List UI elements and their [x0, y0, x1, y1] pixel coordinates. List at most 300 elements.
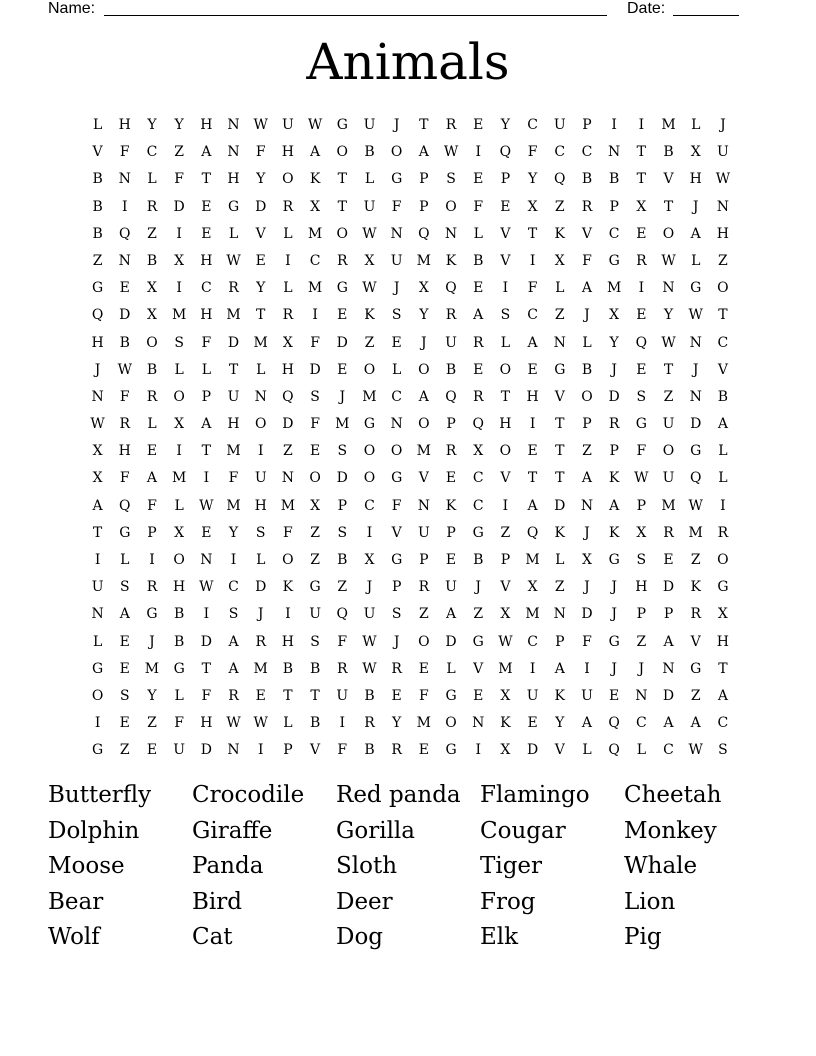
grid-letter: Z [554, 198, 565, 215]
grid-letter: F [147, 497, 157, 514]
grid-letter: L [256, 361, 266, 378]
grid-letter: L [147, 416, 157, 433]
grid-letter: L [283, 280, 293, 297]
grid-letter: G [554, 361, 566, 378]
grid-letter: Y [527, 171, 538, 188]
grid-letter: B [609, 171, 620, 188]
grid-letter: B [309, 660, 321, 677]
grid-letter: F [337, 633, 348, 650]
grid-letter: R [228, 687, 239, 704]
grid-letter: L [228, 225, 239, 242]
grid-letter: G [363, 416, 376, 433]
grid-letter: Y [609, 334, 619, 351]
grid-letter: H [499, 416, 512, 433]
grid-letter: O [418, 361, 430, 378]
grid-letter: F [119, 470, 130, 487]
grid-letter: H [526, 388, 539, 405]
grid-letter: Z [554, 307, 565, 324]
grid-letter: T [337, 198, 347, 215]
grid-letter: A [119, 606, 130, 623]
grid-letter: C [391, 388, 403, 405]
grid-letter: Y [419, 307, 429, 324]
grid-letter: I [339, 715, 346, 732]
grid-letter: N [662, 660, 675, 677]
grid-letter: D [119, 307, 131, 324]
grid-letter: R [636, 252, 647, 269]
grid-letter: I [176, 443, 182, 460]
grid-letter: M [688, 524, 703, 541]
grid-letter: M [661, 117, 676, 133]
grid-letter: X [92, 470, 103, 487]
grid-letter: J [720, 117, 726, 133]
grid-letter: U [445, 579, 457, 596]
grid-letter: R [146, 198, 158, 215]
grid-letter: I [475, 742, 481, 759]
grid-row [84, 411, 737, 438]
grid-letter: F [527, 280, 538, 297]
word-list-item: Crocodile [192, 782, 305, 808]
grid-letter: Z [690, 687, 701, 704]
grid-letter: L [256, 552, 266, 568]
grid-letter: G [391, 552, 403, 568]
grid-letter: T [527, 470, 538, 487]
grid-letter: D [282, 416, 294, 433]
grid-letter: O [418, 416, 430, 433]
grid-letter: T [718, 307, 728, 324]
grid-letter: P [419, 198, 429, 215]
grid-letter: F [636, 443, 647, 460]
grid-letter: L [691, 252, 701, 269]
grid-letter: S [255, 524, 266, 541]
grid-letter: E [119, 715, 130, 732]
grid-letter: I [203, 606, 210, 623]
grid-letter: W [498, 633, 513, 650]
grid-letter: S [310, 388, 320, 405]
grid-letter: S [391, 307, 402, 324]
grid-letter: O [418, 633, 430, 650]
grid-letter: A [201, 416, 212, 433]
grid-letter: X [174, 252, 185, 269]
grid-letter: G [472, 524, 484, 541]
date-label: Date: [627, 0, 666, 17]
grid-letter: O [363, 470, 376, 487]
grid-letter: A [581, 715, 593, 732]
grid-letter: E [201, 524, 212, 541]
grid-letter: H [227, 416, 240, 433]
grid-letter: P [609, 443, 619, 460]
grid-letter: A [690, 715, 701, 732]
grid-row [84, 221, 737, 248]
grid-letter: I [475, 144, 481, 161]
grid-letter: E [609, 687, 620, 704]
grid-letter: H [716, 633, 730, 650]
grid-letter: B [581, 361, 593, 378]
grid-letter: U [417, 524, 430, 541]
grid-letter: R [119, 416, 131, 433]
grid-letter: V [473, 660, 484, 677]
grid-letter: W [362, 280, 377, 297]
grid-letter: C [472, 470, 484, 487]
grid-letter: N [200, 552, 213, 568]
word-list-item: Butterfly [48, 782, 152, 808]
grid-letter: E [473, 280, 484, 297]
grid-letter: I [638, 280, 645, 297]
grid-letter: R [337, 252, 348, 269]
grid-letter: W [307, 117, 323, 133]
grid-letter: U [363, 198, 376, 215]
grid-letter: N [689, 388, 702, 405]
grid-letter: F [582, 252, 592, 269]
grid-letter: M [416, 715, 432, 732]
grid-letter: U [363, 606, 376, 623]
grid-letter: Q [526, 524, 539, 541]
grid-letter: N [118, 252, 131, 269]
grid-letter: J [393, 280, 400, 297]
grid-letter: D [336, 334, 348, 351]
grid-letter: X [527, 579, 538, 596]
grid-letter: O [662, 225, 675, 242]
grid-letter: R [472, 334, 484, 351]
grid-letter: E [445, 552, 457, 568]
grid-letter: B [146, 361, 158, 378]
grid-letter: Y [174, 117, 184, 133]
grid-letter: Z [174, 144, 185, 161]
grid-letter: P [391, 579, 402, 596]
grid-letter: A [690, 225, 701, 242]
grid-letter: T [201, 443, 212, 460]
grid-letter: T [310, 687, 320, 704]
grid-letter: G [336, 280, 348, 297]
grid-letter: E [636, 307, 647, 324]
grid-letter: E [146, 742, 158, 759]
grid-letter: J [611, 361, 617, 378]
grid-letter: E [418, 660, 429, 677]
grid-letter: N [281, 470, 295, 487]
grid-letter: A [663, 715, 674, 732]
grid-letter: U [390, 252, 403, 269]
grid-letter: G [146, 606, 158, 623]
grid-letter: D [445, 633, 457, 650]
grid-letter: H [281, 361, 295, 378]
grid-letter: P [609, 198, 619, 215]
grid-letter: R [282, 307, 294, 324]
grid-letter: G [309, 579, 321, 596]
grid-letter: A [581, 470, 593, 487]
grid-letter: U [363, 117, 376, 133]
grid-letter: C [200, 280, 212, 297]
grid-letter: F [582, 633, 592, 650]
grid-letter: I [720, 497, 726, 514]
grid-letter: G [173, 660, 185, 677]
grid-letter: E [473, 687, 484, 704]
grid-letter: E [255, 252, 266, 269]
grid-letter: T [636, 171, 647, 188]
grid-letter: L [473, 225, 483, 242]
grid-letter: K [554, 524, 566, 541]
grid-letter: S [337, 524, 348, 541]
grid-letter: R [608, 416, 620, 433]
grid-letter: O [91, 687, 104, 704]
grid-letter: I [285, 252, 291, 269]
grid-letter: Z [147, 715, 157, 732]
grid-letter: G [690, 443, 702, 460]
grid-letter: U [662, 416, 675, 433]
grid-letter: Q [91, 307, 104, 324]
grid-letter: I [529, 416, 536, 433]
grid-letter: M [253, 660, 268, 677]
grid-letter: Q [418, 225, 430, 242]
grid-letter: V [500, 579, 511, 596]
word-list-item: Dolphin [48, 817, 140, 844]
grid-letter: R [146, 388, 158, 405]
grid-letter: N [580, 497, 594, 514]
grid-letter: X [554, 252, 565, 269]
grid-row [84, 465, 737, 492]
word-list [48, 778, 768, 956]
grid-letter: O [146, 334, 158, 351]
word-list-item: Wolf [48, 924, 100, 951]
grid-letter: W [362, 660, 377, 677]
grid-letter: S [228, 606, 239, 623]
grid-letter: J [475, 579, 482, 596]
grid-letter: M [606, 280, 622, 297]
grid-letter: J [584, 307, 590, 324]
word-list-item: Moose [48, 853, 125, 880]
grid-letter: F [337, 742, 348, 759]
grid-letter: S [174, 334, 184, 351]
grid-letter: O [282, 171, 294, 188]
grid-letter: M [171, 307, 187, 324]
grid-letter: C [527, 117, 538, 133]
grid-letter: G [92, 742, 104, 759]
grid-letter: A [228, 660, 239, 677]
grid-letter: P [419, 171, 429, 188]
grid-letter: Q [119, 225, 131, 242]
grid-letter: G [336, 117, 348, 133]
grid-letter: F [201, 334, 212, 351]
word-list-item: Bird [192, 888, 242, 915]
grid-letter: D [554, 497, 566, 514]
grid-letter: S [718, 742, 728, 759]
grid-letter: J [638, 660, 645, 677]
grid-letter: L [555, 552, 565, 568]
grid-letter: E [337, 307, 348, 324]
word-list-item: Monkey [624, 817, 717, 844]
grid-letter: V [310, 742, 321, 759]
grid-letter: U [445, 334, 457, 351]
grid-letter: A [527, 497, 538, 514]
grid-letter: N [553, 606, 566, 623]
grid-letter: N [635, 687, 648, 704]
grid-letter: V [500, 225, 511, 242]
grid-letter: T [636, 144, 647, 161]
page-title: Animals [306, 33, 510, 91]
grid-letter: X [500, 687, 511, 704]
grid-letter: W [715, 171, 731, 188]
grid-letter: B [473, 252, 484, 269]
grid-letter: X [92, 443, 103, 460]
grid-letter: P [500, 552, 511, 568]
grid-letter: R [337, 660, 348, 677]
grid-letter: R [445, 443, 457, 460]
grid-letter: W [226, 252, 241, 269]
grid-letter: B [174, 606, 185, 623]
grid-letter: H [118, 117, 131, 133]
word-list-item: Whale [624, 853, 698, 880]
grid-letter: D [200, 633, 212, 650]
grid-letter: P [446, 524, 456, 541]
grid-letter: H [635, 579, 648, 596]
grid-letter: L [691, 117, 701, 133]
grid-letter: X [418, 280, 429, 297]
grid-letter: I [176, 225, 182, 242]
grid-letter: J [393, 633, 400, 650]
word-list-item: Cheetah [624, 782, 722, 808]
grid-letter: A [554, 660, 565, 677]
grid-letter: H [227, 171, 240, 188]
word-list-item: Flamingo [480, 782, 590, 808]
grid-letter: G [690, 660, 702, 677]
grid-letter: M [335, 416, 350, 433]
grid-letter: R [228, 280, 239, 297]
grid-letter: G [391, 470, 403, 487]
grid-letter: D [336, 470, 348, 487]
grid-letter: G [690, 280, 702, 297]
grid-letter: M [307, 225, 323, 242]
grid-letter: C [717, 715, 729, 732]
grid-letter: L [92, 117, 103, 133]
grid-letter: Z [500, 524, 511, 541]
grid-letter: B [364, 144, 375, 161]
grid-letter: B [663, 144, 674, 161]
grid-letter: J [421, 334, 427, 351]
grid-row [84, 656, 737, 683]
grid-letter: L [120, 552, 130, 568]
grid-letter: L [364, 171, 375, 188]
grid-letter: H [281, 633, 295, 650]
word-list-item: Frog [480, 888, 536, 915]
grid-letter: W [362, 225, 377, 242]
grid-letter: M [226, 443, 241, 460]
grid-letter: X [581, 552, 592, 568]
grid-letter: V [554, 388, 565, 405]
grid-letter: T [555, 470, 565, 487]
grid-letter: P [636, 606, 647, 623]
grid-letter: R [391, 742, 402, 759]
grid-letter: U [309, 606, 321, 623]
grid-letter: X [364, 552, 375, 568]
grid-letter: E [391, 687, 402, 704]
grid-letter: G [92, 660, 104, 677]
grid-letter: X [174, 524, 185, 541]
grid-letter: Y [500, 117, 511, 133]
grid-letter: Z [636, 633, 647, 650]
grid-letter: V [500, 252, 511, 269]
grid-letter: W [253, 715, 268, 732]
grid-letter: I [366, 524, 373, 541]
grid-letter: Z [418, 606, 429, 623]
grid-letter: U [717, 144, 729, 161]
grid-letter: P [582, 117, 592, 133]
grid-row [84, 139, 737, 166]
grid-letter: O [717, 280, 729, 297]
grid-letter: H [200, 117, 213, 133]
grid-letter: I [502, 497, 509, 514]
grid-row [84, 601, 737, 628]
grid-letter: Z [473, 606, 484, 623]
grid-letter: E [418, 742, 429, 759]
grid-letter: M [362, 388, 377, 405]
grid-letter: M [661, 497, 676, 514]
grid-letter: E [391, 334, 402, 351]
grid-letter: P [500, 171, 511, 188]
grid-letter: T [419, 117, 429, 133]
grid-letter: L [147, 171, 157, 188]
grid-row [84, 302, 737, 329]
grid-row [84, 330, 737, 357]
grid-letter: I [611, 117, 617, 133]
grid-letter: X [473, 443, 484, 460]
grid-letter: O [499, 443, 512, 460]
grid-letter: Z [663, 388, 674, 405]
grid-letter: K [608, 524, 620, 541]
grid-letter: C [608, 225, 620, 242]
grid-letter: M [307, 280, 323, 297]
grid-letter: D [200, 742, 212, 759]
grid-letter: Q [336, 606, 349, 623]
grid-letter: P [283, 742, 293, 759]
grid-letter: F [119, 388, 130, 405]
grid-letter: I [122, 198, 128, 215]
grid-letter: M [280, 497, 296, 514]
grid-letter: K [554, 687, 566, 704]
grid-letter: A [581, 280, 593, 297]
name-blank-line [104, 15, 607, 16]
grid-letter: V [717, 361, 728, 378]
grid-letter: C [146, 144, 158, 161]
grid-row [84, 357, 737, 384]
grid-letter: R [364, 715, 375, 732]
grid-letter: N [417, 497, 430, 514]
grid-letter: Z [690, 552, 701, 568]
grid-letter: Z [718, 252, 728, 269]
grid-letter: R [418, 579, 430, 596]
grid-letter: I [529, 660, 536, 677]
grid-letter: E [473, 117, 484, 133]
grid-letter: B [445, 361, 457, 378]
grid-letter: O [390, 443, 403, 460]
grid-letter: U [526, 687, 539, 704]
grid-letter: J [692, 361, 699, 378]
grid-letter: U [581, 687, 593, 704]
grid-letter: Q [635, 334, 648, 351]
grid-letter: T [555, 443, 565, 460]
grid-letter: V [554, 742, 565, 759]
grid-letter: N [118, 171, 131, 188]
grid-letter: G [119, 524, 131, 541]
grid-letter: O [445, 198, 457, 215]
grid-letter: T [201, 171, 212, 188]
grid-letter: F [255, 144, 266, 161]
grid-letter: Z [310, 552, 320, 568]
grid-letter: B [174, 633, 185, 650]
grid-letter: Y [147, 117, 157, 133]
grid-letter: T [500, 388, 511, 405]
word-list-item: Pig [624, 924, 662, 951]
grid-letter: N [716, 198, 730, 215]
grid-letter: E [255, 687, 266, 704]
grid-letter: Z [364, 334, 375, 351]
